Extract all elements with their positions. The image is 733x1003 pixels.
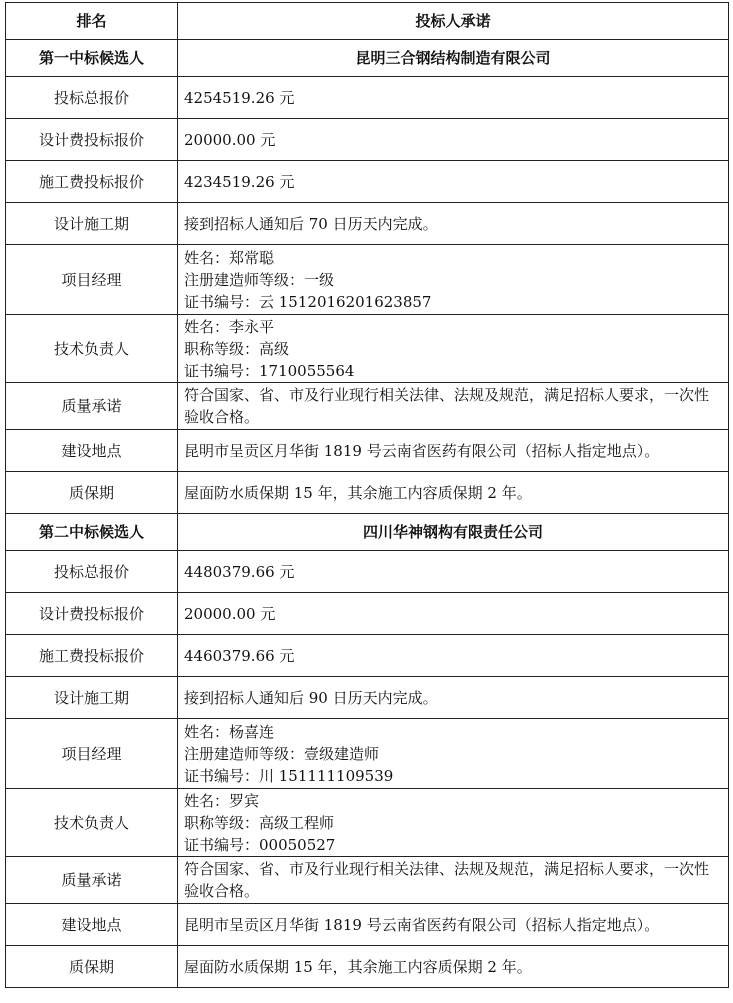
table-row: [6, 245, 729, 315]
warranty-value: 屋面防水质保期 15 年，其余施工内容质保期 2 年。: [178, 472, 729, 514]
quality-value: 符合国家、省、市及行业现行相关法律、法规及规范，满足招标人要求，一次性验收合格。: [178, 857, 729, 904]
period-value: 接到招标人通知后 70 日历天内完成。: [178, 203, 729, 245]
tech-certificate: 证书编号：1710055564: [184, 361, 355, 380]
row-label: 设计费投标报价: [6, 593, 178, 635]
tech-value: [178, 315, 729, 383]
table-row: [6, 789, 729, 857]
table-row: [6, 593, 729, 635]
table-row: [6, 904, 729, 946]
manager-value: [178, 245, 729, 315]
row-label: 施工费投标报价: [6, 161, 178, 203]
total-price-value: 4254519.26 元: [178, 77, 729, 119]
row-label: 项目经理: [6, 245, 178, 315]
candidate-company: 昆明三合钢结构制造有限公司: [178, 40, 729, 77]
tech-title: 职称等级：高级工程师: [184, 813, 335, 832]
table-row: [6, 472, 729, 514]
design-fee-value: 20000.00 元: [178, 119, 729, 161]
bid-results-table: [5, 2, 729, 988]
design-fee-value: 20000.00 元: [178, 593, 729, 635]
candidate-title-row: [6, 514, 729, 551]
period-value: 接到招标人通知后 90 日历天内完成。: [178, 677, 729, 719]
manager-certificate: 证书编号：川 151111109539: [184, 766, 394, 785]
candidate-title: 第一中标候选人: [6, 40, 178, 77]
row-label: 质量承诺: [6, 383, 178, 430]
row-label: 质保期: [6, 472, 178, 514]
manager-name: 姓名：郑常聪: [184, 248, 275, 267]
candidate-title-row: [6, 40, 729, 77]
header-rank: 排名: [6, 3, 178, 40]
total-price-value: 4480379.66 元: [178, 551, 729, 593]
manager-value: [178, 719, 729, 789]
table-row: [6, 203, 729, 245]
manager-certificate: 证书编号：云 1512016201623857: [184, 292, 432, 311]
row-label: 设计施工期: [6, 677, 178, 719]
row-label: 质量承诺: [6, 857, 178, 904]
construction-fee-value: 4234519.26 元: [178, 161, 729, 203]
table-row: [6, 430, 729, 472]
quality-value: 符合国家、省、市及行业现行相关法律、法规及规范，满足招标人要求，一次性验收合格。: [178, 383, 729, 430]
tech-value: [178, 789, 729, 857]
row-label: 建设地点: [6, 430, 178, 472]
manager-grade: 注册建造师等级：壹级建造师: [184, 744, 380, 763]
table-row: [6, 551, 729, 593]
table-row: [6, 77, 729, 119]
location-value: 昆明市呈贡区月华街 1819 号云南省医药有限公司（招标人指定地点）。: [178, 904, 729, 946]
table-row: [6, 635, 729, 677]
table-row: [6, 161, 729, 203]
row-label: 设计费投标报价: [6, 119, 178, 161]
row-label: 技术负责人: [6, 789, 178, 857]
manager-name: 姓名：杨喜连: [184, 722, 275, 741]
table-row: [6, 383, 729, 430]
table-row: [6, 857, 729, 904]
row-label: 技术负责人: [6, 315, 178, 383]
header-promise: 投标人承诺: [178, 3, 729, 40]
table-row: [6, 677, 729, 719]
manager-grade: 注册建造师等级：一级: [184, 270, 335, 289]
table-row: [6, 719, 729, 789]
construction-fee-value: 4460379.66 元: [178, 635, 729, 677]
tech-name: 姓名：李永平: [184, 317, 275, 336]
warranty-value: 屋面防水质保期 15 年，其余施工内容质保期 2 年。: [178, 946, 729, 988]
row-label: 设计施工期: [6, 203, 178, 245]
row-label: 项目经理: [6, 719, 178, 789]
table-row: [6, 946, 729, 988]
row-label: 施工费投标报价: [6, 635, 178, 677]
row-label: 投标总报价: [6, 77, 178, 119]
header-row: [6, 3, 729, 40]
tech-certificate: 证书编号：00050527: [184, 835, 336, 854]
row-label: 质保期: [6, 946, 178, 988]
candidate-company: 四川华神钢构有限责任公司: [178, 514, 729, 551]
table-row: [6, 119, 729, 161]
row-label: 投标总报价: [6, 551, 178, 593]
candidate-title: 第二中标候选人: [6, 514, 178, 551]
location-value: 昆明市呈贡区月华街 1819 号云南省医药有限公司（招标人指定地点）。: [178, 430, 729, 472]
table-row: [6, 315, 729, 383]
tech-title: 职称等级：高级: [184, 339, 290, 358]
row-label: 建设地点: [6, 904, 178, 946]
tech-name: 姓名：罗宾: [184, 791, 260, 810]
